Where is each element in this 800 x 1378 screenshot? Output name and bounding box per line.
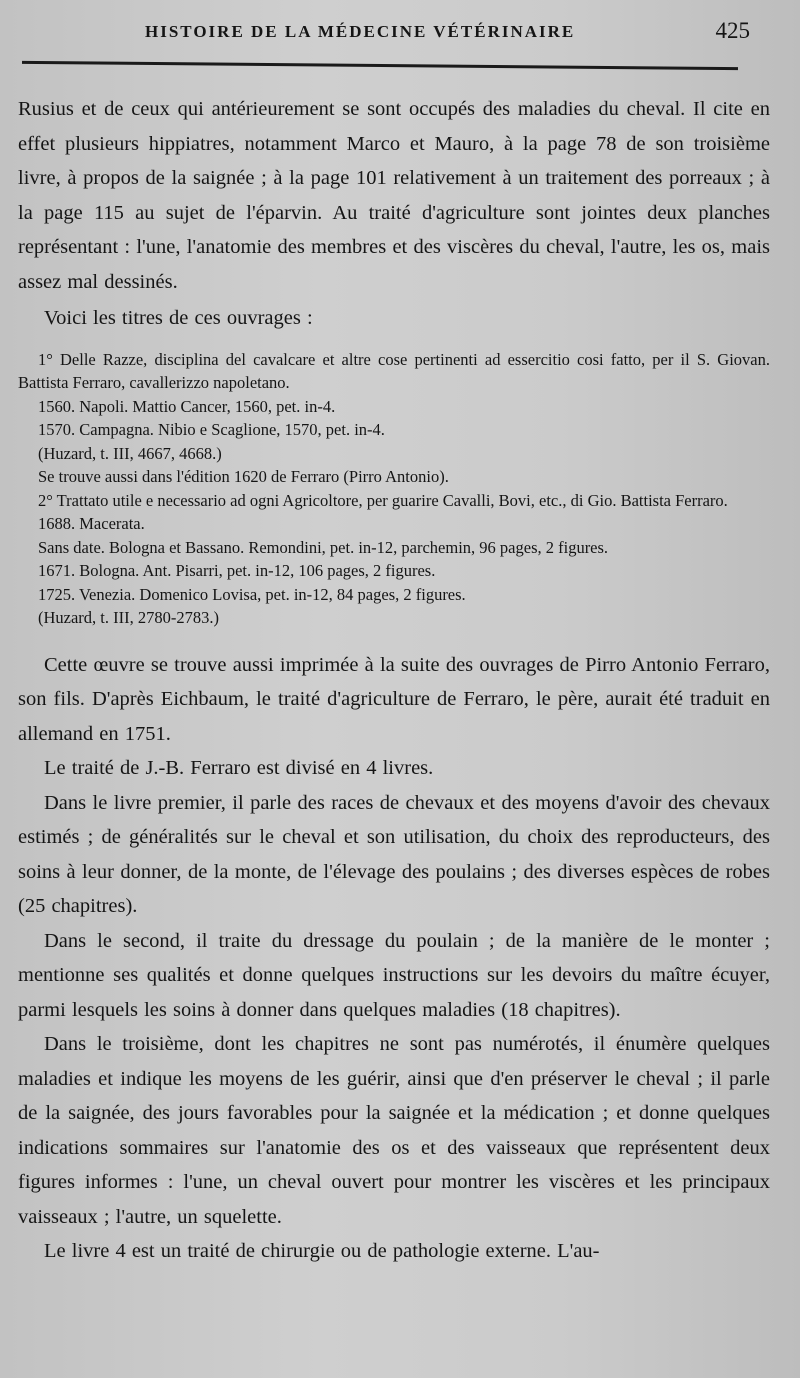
edition-line: 1560. Napoli. Mattio Cancer, 1560, pet. in-4. bbox=[38, 396, 336, 416]
paragraph: Cette œuvre se trouve aussi imprimée à la suite des ouvrages de Pirro Antonio Ferraro, son fils. D'après Eichbaum, le traité d'agriculture de Ferraro, le père, aurait été traduit en allemand en 1751. bbox=[18, 653, 770, 745]
bibliography-list bbox=[18, 348, 770, 630]
page-body bbox=[18, 92, 770, 1269]
paragraph: Dans le troisième, dont les chapitres ne sont pas numérotés, il énumère quelques maladies et indique les moyens de les guérir, ainsi que d'en préserver le cheval ; il parle de la saignée, des jours favorables pour la saignée et la médication ; et donne quelques indications sommaires sur l'anatomie des os et des vaisseaux que représentent deux figures informes : l'une, un cheval ouvert pour montrer les viscères et les principaux vaisseaux ; l'autre, un squelette. bbox=[18, 1033, 770, 1228]
paragraph: Le traité de J.-B. Ferraro est divisé en 4 livres. bbox=[44, 757, 434, 779]
citation-line: (Huzard, t. III, 4667, 4668.) bbox=[38, 443, 222, 463]
header-rule bbox=[22, 61, 738, 70]
edition-line: 1725. Venezia. Domenico Lovisa, pet. in-12, 84 pages, 2 figures. bbox=[38, 584, 466, 604]
edition-line: 1570. Campagna. Nibio e Scaglione, 1570, pet. in-4. bbox=[38, 420, 385, 439]
page-header bbox=[20, 18, 750, 52]
bibliography-entry: 1° Delle Razze, disciplina del cavalcare et altre cose pertinenti ad essercitio cosi fatto, per il S. Giovan. Battista Ferraro, cavallerizzo napoletano. bbox=[18, 349, 770, 392]
note-line: Se trouve aussi dans l'édition 1620 de Ferraro (Pirro Antonio). bbox=[38, 467, 449, 486]
citation-line: (Huzard, t. III, 2780-2783.) bbox=[38, 608, 219, 627]
paragraph: Rusius et de ceux qui antérieurement se sont occupés des maladies du cheval. Il cite en effet plusieurs hippiatres, notamment Marco et Mauro, à la page 78 de son troisième livre, à propos de la saignée ; à la page 101 relativement à un traitement des porreaux ; à la page 115 au sujet de l'éparvin. Au traité d'agriculture sont jointes deux planches représentant : l'une, l'anatomie des membres et des viscères du cheval, l'autre, les os, mais assez mal dessinés. bbox=[18, 98, 770, 293]
edition-line: 1688. Macerata. bbox=[38, 514, 145, 533]
edition-line: Sans date. Bologna et Bassano. Remondini, pet. in-12, parchemin, 96 pages, 2 figures. bbox=[38, 537, 609, 557]
paragraph: Dans le second, il traite du dressage du poulain ; de la manière de le monter ; mentionne ses qualités et donne quelques instructions sur les devoirs du maître écuyer, parmi lesquels les soins à donner dans quelques maladies (18 chapitres). bbox=[18, 929, 770, 1021]
paragraph-intro-list: Voici les titres de ces ouvrages : bbox=[44, 307, 313, 329]
paragraph: Le livre 4 est un traité de chirurgie ou de pathologie externe. L'au- bbox=[44, 1240, 600, 1262]
paragraph: Dans le livre premier, il parle des races de chevaux et des moyens d'avoir des chevaux estimés ; de généralités sur le cheval et son utilisation, du choix des reproducteurs, des soins à leur donner, de la monte, de l'élevage des poulains ; des diverses espèces de robes (25 chapitres). bbox=[18, 791, 770, 917]
edition-line: 1671. Bologna. Ant. Pisarri, pet. in-12, 106 pages, 2 figures. bbox=[38, 561, 436, 580]
running-title: HISTOIRE DE LA MÉDECINE VÉTÉRINAIRE bbox=[145, 22, 576, 41]
page-number: 425 bbox=[715, 18, 750, 43]
bibliography-entry: 2° Trattato utile e necessario ad ogni Agricoltore, per guarire Cavalli, Bovi, etc., di Gio. Battista Ferraro. bbox=[38, 490, 728, 510]
